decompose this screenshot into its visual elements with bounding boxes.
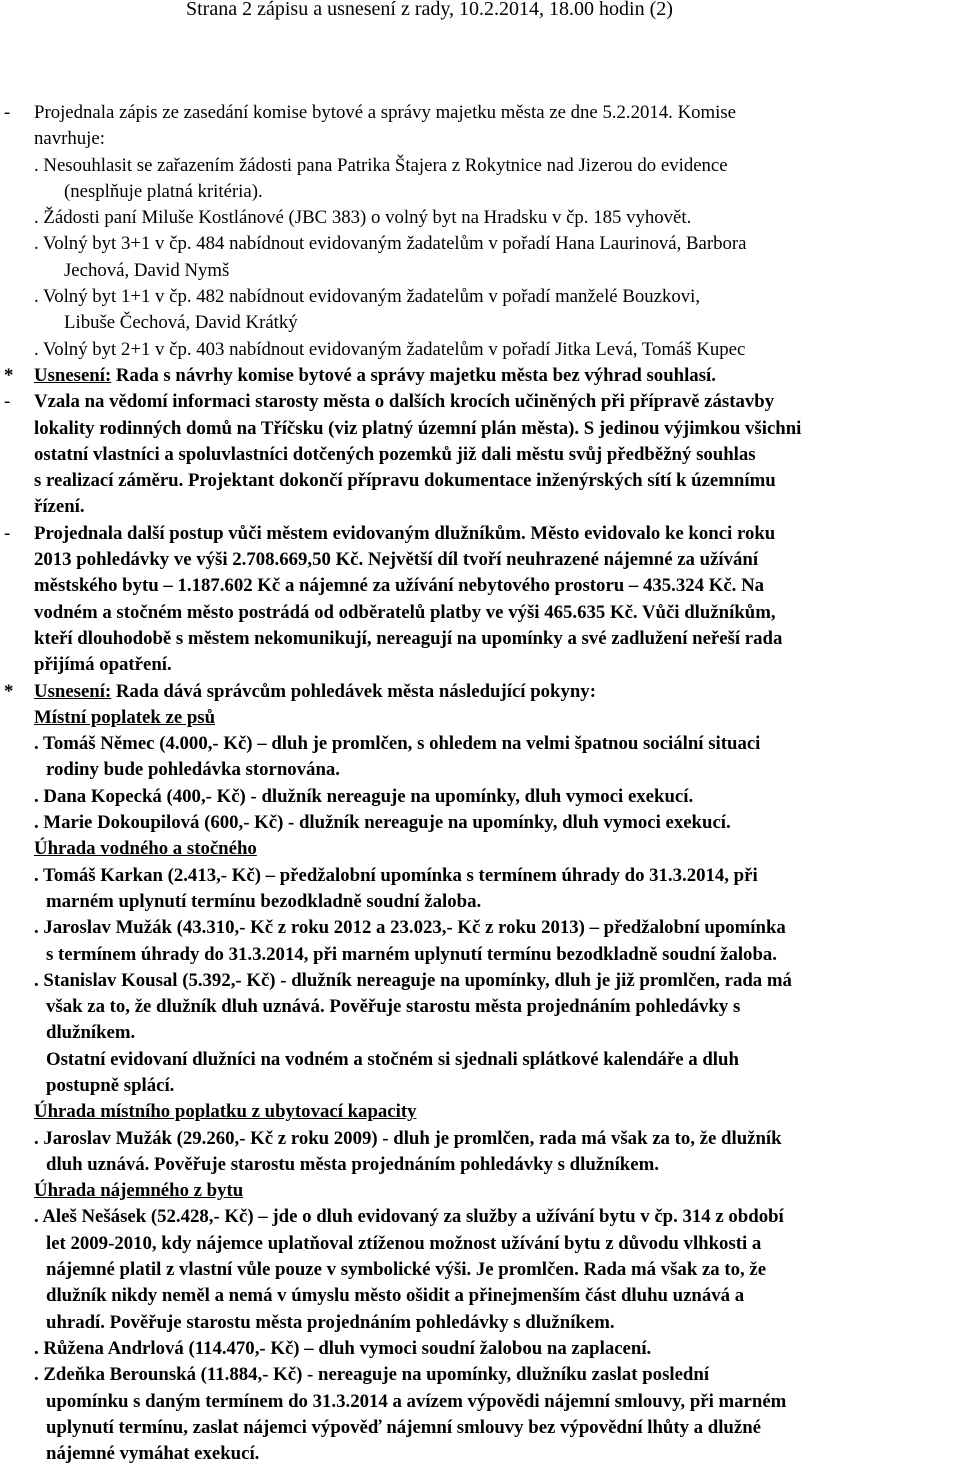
section-line: rodiny bude pohledávka stornována.: [46, 759, 340, 781]
paragraph-line: přijímá opatření.: [34, 654, 172, 676]
paragraph-line: 2013 pohledávky ve výši 2.708.669,50 Kč. Největší díl tvoří neuhrazené nájemné za užívání: [34, 549, 759, 571]
paragraph-line: s realizací záměru. Projektant dokončí přípravu dokumentace inženýrských sítí k územnímu: [34, 470, 776, 492]
section-line: dlužníkem.: [46, 1022, 136, 1044]
paragraph-line: . Nesouhlasit se zařazením žádosti pana Patrika Štajera z Rokytnice nad Jizerou do evidence: [34, 154, 728, 176]
paragraph-line: řízení.: [34, 496, 85, 518]
page-header: Strana 2 zápisu a usnesení z rady, 10.2.2014, 18.00 hodin (2): [186, 0, 673, 20]
paragraph-line: navrhuje:: [34, 128, 105, 150]
section-line: marném uplynutí termínu bezodkladně soudní žaloba.: [46, 890, 482, 912]
section-line: . Tomáš Karkan (2.413,- Kč) – předžalobní upomínka s termínem úhrady do 31.3.2014, při: [34, 864, 758, 886]
paragraph-line: . Volný byt 3+1 v čp. 484 nabídnout evidovaným žadatelům v pořadí Hana Laurinová, Barbora: [34, 233, 747, 255]
resolution-1: * Usnesení: Rada s návrhy komise bytové a správy majetku města bez výhrad souhlasí.: [4, 364, 716, 386]
section-line: . Tomáš Němec (4.000,- Kč) – dluh je promlčen, s ohledem na velmi špatnou sociální situaci: [34, 733, 761, 755]
section-line: . Stanislav Kousal (5.392,- Kč) - dlužník nereaguje na upomínky, dluh je již promlčen, rada má: [34, 969, 792, 991]
paragraph-line: Libuše Čechová, David Krátký: [64, 312, 298, 334]
paragraph-line: lokality rodinných domů na Tříčsku (viz platný územní plán města). S jedinou výjimkou všichni: [34, 417, 802, 439]
section-line: s termínem úhrady do 31.3.2014, při marném uplynutí termínu bezodkladně soudní žaloba.: [46, 943, 777, 965]
section-line: upomínku s daným termínem do 31.3.2014 a avízem výpovědi nájemní smlouvy, při marném: [46, 1390, 787, 1412]
paragraph-line: (nesplňuje platná kritéria).: [64, 180, 263, 202]
section-line: . Jaroslav Mužák (29.260,- Kč z roku 2009) - dluh je promlčen, rada má však za to, že dlužník: [34, 1127, 782, 1149]
item-3: - Projednala další postup vůči městem evidovaným dlužníkům. Město evidovalo ke konci roku: [4, 522, 776, 544]
resolution-text: Rada dává správcům pohledávek města následující pokyny:: [115, 680, 596, 702]
paragraph-line: kteří dlouhodobě s městem nekomunikují, nereagují na upomínky a své zadlužení neřeší rada: [34, 627, 783, 649]
paragraph-line: . Žádosti paní Miluše Kostlánové (JBC 383) o volný byt na Hradsku v čp. 185 vyhovět.: [34, 207, 692, 229]
section-line: však za to, že dlužník dluh uznává. Pověřuje starostu města projednáním pohledávky s: [46, 996, 741, 1018]
section-line: . Jaroslav Mužák (43.310,- Kč z roku 2012 a 23.023,- Kč z roku 2013) – předžalobní upomínka: [34, 917, 786, 939]
paragraph-line: Projednala zápis ze zasedání komise bytové a správy majetku města ze dne 5.2.2014. Komise: [34, 102, 736, 123]
paragraph-line: . Volný byt 2+1 v čp. 403 nabídnout evidovaným žadatelům v pořadí Jitka Levá, Tomáš Kupec: [34, 338, 746, 360]
section-line: uhradí. Pověřuje starostu města projednáním pohledávky s dlužníkem.: [46, 1311, 615, 1333]
paragraph-line: ostatní vlastníci a spoluvlastníci dotčených pozemků již dali městu svůj předběžný souhlas: [34, 443, 756, 465]
resolution-label: Usnesení:: [34, 680, 112, 702]
section-line: . Růžena Andrlová (114.470,- Kč) – dluh vymoci soudní žalobou na zaplacení.: [34, 1337, 652, 1359]
section-line: . Zdeňka Berounská (11.884,- Kč) - nereaguje na upomínky, dlužníku zaslat poslední: [34, 1364, 710, 1386]
section-title-dog-fee: Místní poplatek ze psů: [34, 706, 216, 728]
section-line: nájemné vymáhat exekucí.: [46, 1443, 260, 1465]
resolution-label: Usnesení:: [34, 364, 112, 386]
section-line: . Aleš Nešásek (52.428,- Kč) – jde o dluh evidovaný za služby a užívání bytu v čp. 314 z období: [34, 1206, 784, 1228]
section-line: nájemné platil z vlastní vůle pouze v symbolické výši. Je promlčen. Rada má však za to, že: [46, 1259, 767, 1281]
paragraph-line: Jechová, David Nymš: [64, 259, 230, 281]
paragraph-line: vodném a stočném město postrádá od odběratelů platby ve výši 465.635 Kč. Vůči dlužníkům,: [34, 601, 776, 623]
section-line: . Dana Kopecká (400,- Kč) - dlužník nereaguje na upomínky, dluh vymoci exekucí.: [34, 785, 694, 807]
section-title-rent: Úhrada nájemného z bytu: [34, 1180, 244, 1202]
section-line: dlužník nikdy neměl a nemá v úmyslu město ošidit a přinejmenším část dluhu uznává a: [46, 1285, 745, 1307]
section-line: dluh uznává. Pověřuje starostu města projednáním pohledávky s dlužníkem.: [46, 1153, 659, 1175]
section-line: let 2009-2010, kdy nájemce uplatňoval ztíženou možnost užívání bytu z důvodu vlhkosti a: [46, 1232, 762, 1254]
resolution-2: * Usnesení: Rada dává správcům pohledávek města následující pokyny:: [4, 680, 596, 702]
section-title-accommodation-fee: Úhrada místního poplatku z ubytovací kapacity: [34, 1101, 417, 1123]
document-body: [4, 100, 956, 1467]
paragraph-line: Vzala na vědomí informaci starosty města o dalších krocích učiněných při přípravě zástavby: [34, 391, 775, 413]
section-line: Ostatní evidovaní dlužníci na vodném a stočném si sjednali splátkové kalendáře a dluh: [46, 1048, 739, 1070]
resolution-text: Rada s návrhy komise bytové a správy majetku města bez výhrad souhlasí.: [115, 364, 716, 386]
item-2: - Vzala na vědomí informaci starosty města o dalších krocích učiněných při přípravě zástavby: [4, 391, 775, 413]
paragraph-line: . Volný byt 1+1 v čp. 482 nabídnout evidovaným žadatelům v pořadí manželé Bouzkovi,: [34, 286, 701, 308]
section-title-water-fee: Úhrada vodného a stočného: [34, 838, 257, 860]
paragraph-line: městského bytu – 1.187.602 Kč a nájemné za užívání nebytového prostoru – 435.324 Kč. Na: [34, 575, 765, 597]
paragraph-line: Projednala další postup vůči městem evidovaným dlužníkům. Město evidovalo ke konci roku: [34, 522, 776, 544]
section-line: postupně splácí.: [46, 1074, 175, 1096]
item-1: - Projednala zápis ze zasedání komise bytové a správy majetku města ze dne 5.2.2014. Komise: [4, 100, 956, 126]
section-line: . Marie Dokoupilová (600,- Kč) - dlužník nereaguje na upomínky, dluh vymoci exekucí.: [34, 812, 731, 834]
section-line: uplynutí termínu, zaslat nájemci výpověď nájemní smlouvy bez výpovědní lhůty a dlužné: [46, 1416, 761, 1438]
